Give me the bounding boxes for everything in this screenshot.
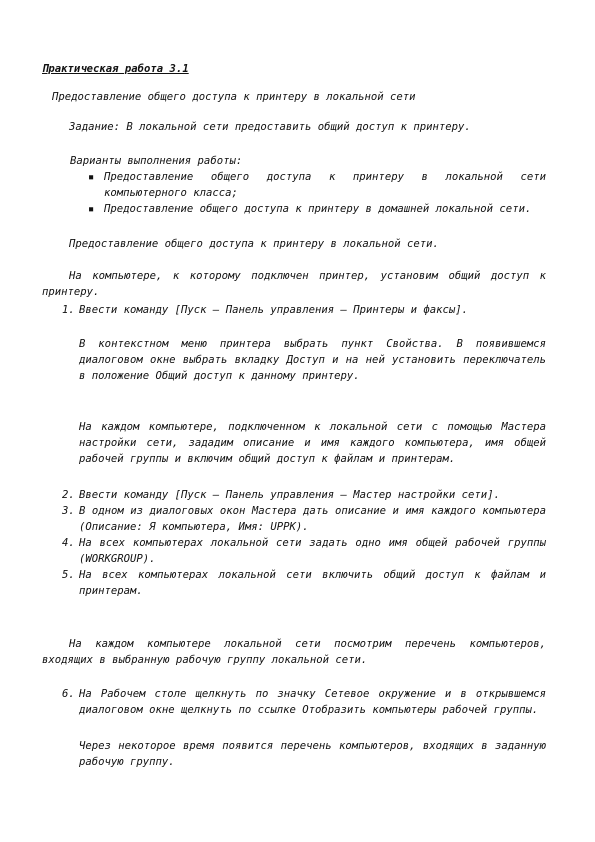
each-computer-note: На каждом компьютере, подключенном к локальной сети с помощью Мастера настройки сети, зададим описание и имя каждого компьютера, имя общей рабочей группы и включим общий доступ к файлам и принтерам. — [79, 421, 546, 465]
variant-text: Предоставление общего доступа к принтеру в локальной сети компьютерного класса; — [104, 171, 546, 199]
step-text: На Рабочем столе щелкнуть по значку Сетевое окружение и в открывшемся диалоговом окне щелкнуть по ссылке Отобразить компьютеры рабочей группы. — [79, 688, 546, 716]
list-item — [62, 686, 546, 718]
document-subtitle: Предоставление общего доступа к принтеру в локальной сети — [52, 91, 416, 103]
list-item — [62, 503, 546, 535]
after-note: Через некоторое время появится перечень компьютеров, входящих в заданную рабочую группу. — [79, 740, 546, 768]
context-menu-note: В контекстном меню принтера выбрать пункт Свойства. В появившемся диалоговом окне выбрать вкладку Доступ и на ней установить переключатель в положение Общий доступ к данному принтеру. — [79, 338, 546, 382]
share-heading: Предоставление общего доступа к принтеру в локальной сети. — [69, 238, 439, 250]
step-list-3 — [62, 686, 546, 718]
variant-text: Предоставление общего доступа к принтеру в домашней локальной сети. — [104, 203, 532, 215]
list-item — [62, 487, 546, 503]
list-item — [88, 169, 546, 201]
step-number: 6. — [62, 688, 75, 700]
list-item — [62, 302, 546, 318]
step-text: Ввести команду [Пуск – Панель управления – Принтеры и факсы]. — [79, 304, 469, 316]
list-item — [62, 567, 546, 599]
list-item — [62, 535, 546, 567]
step-text: На всех компьютерах локальной сети включить общий доступ к файлам и принтерам. — [79, 569, 546, 597]
step-text: В одном из диалоговых окон Мастера дать описание и имя каждого компьютера (Описание: Я компьютера, Имя: UPPK). — [79, 505, 546, 533]
step-text: На всех компьютерах локальной сети задать одно имя общей рабочей группы (WORKGROUP). — [79, 537, 546, 565]
step-text: Ввести команду [Пуск – Панель управления – Мастер настройки сети]. — [79, 489, 500, 501]
view-list-paragraph: На каждом компьютере локальной сети посмотрим перечень компьютеров, входящих в выбранную рабочую группу локальной сети. — [42, 638, 546, 666]
step-number: 2. — [62, 489, 75, 501]
on-computer-paragraph: На компьютере, к которому подключен принтер, установим общий доступ к принтеру. — [42, 270, 546, 298]
step-number: 3. — [62, 505, 75, 517]
variants-label: Варианты выполнения работы: — [70, 155, 243, 167]
bullet-icon: ▪ — [88, 203, 95, 215]
step-list-2 — [62, 487, 546, 599]
step-number: 4. — [62, 537, 75, 549]
step-number: 5. — [62, 569, 75, 581]
step-number: 1. — [62, 304, 75, 316]
bullet-icon: ▪ — [88, 171, 95, 183]
step-list-1 — [62, 302, 546, 318]
variants-list — [88, 169, 546, 217]
document-title: Практическая работа 3.1 — [42, 63, 189, 75]
task-paragraph: Задание: В локальной сети предоставить общий доступ к принтеру. — [69, 121, 471, 133]
list-item — [88, 201, 546, 217]
